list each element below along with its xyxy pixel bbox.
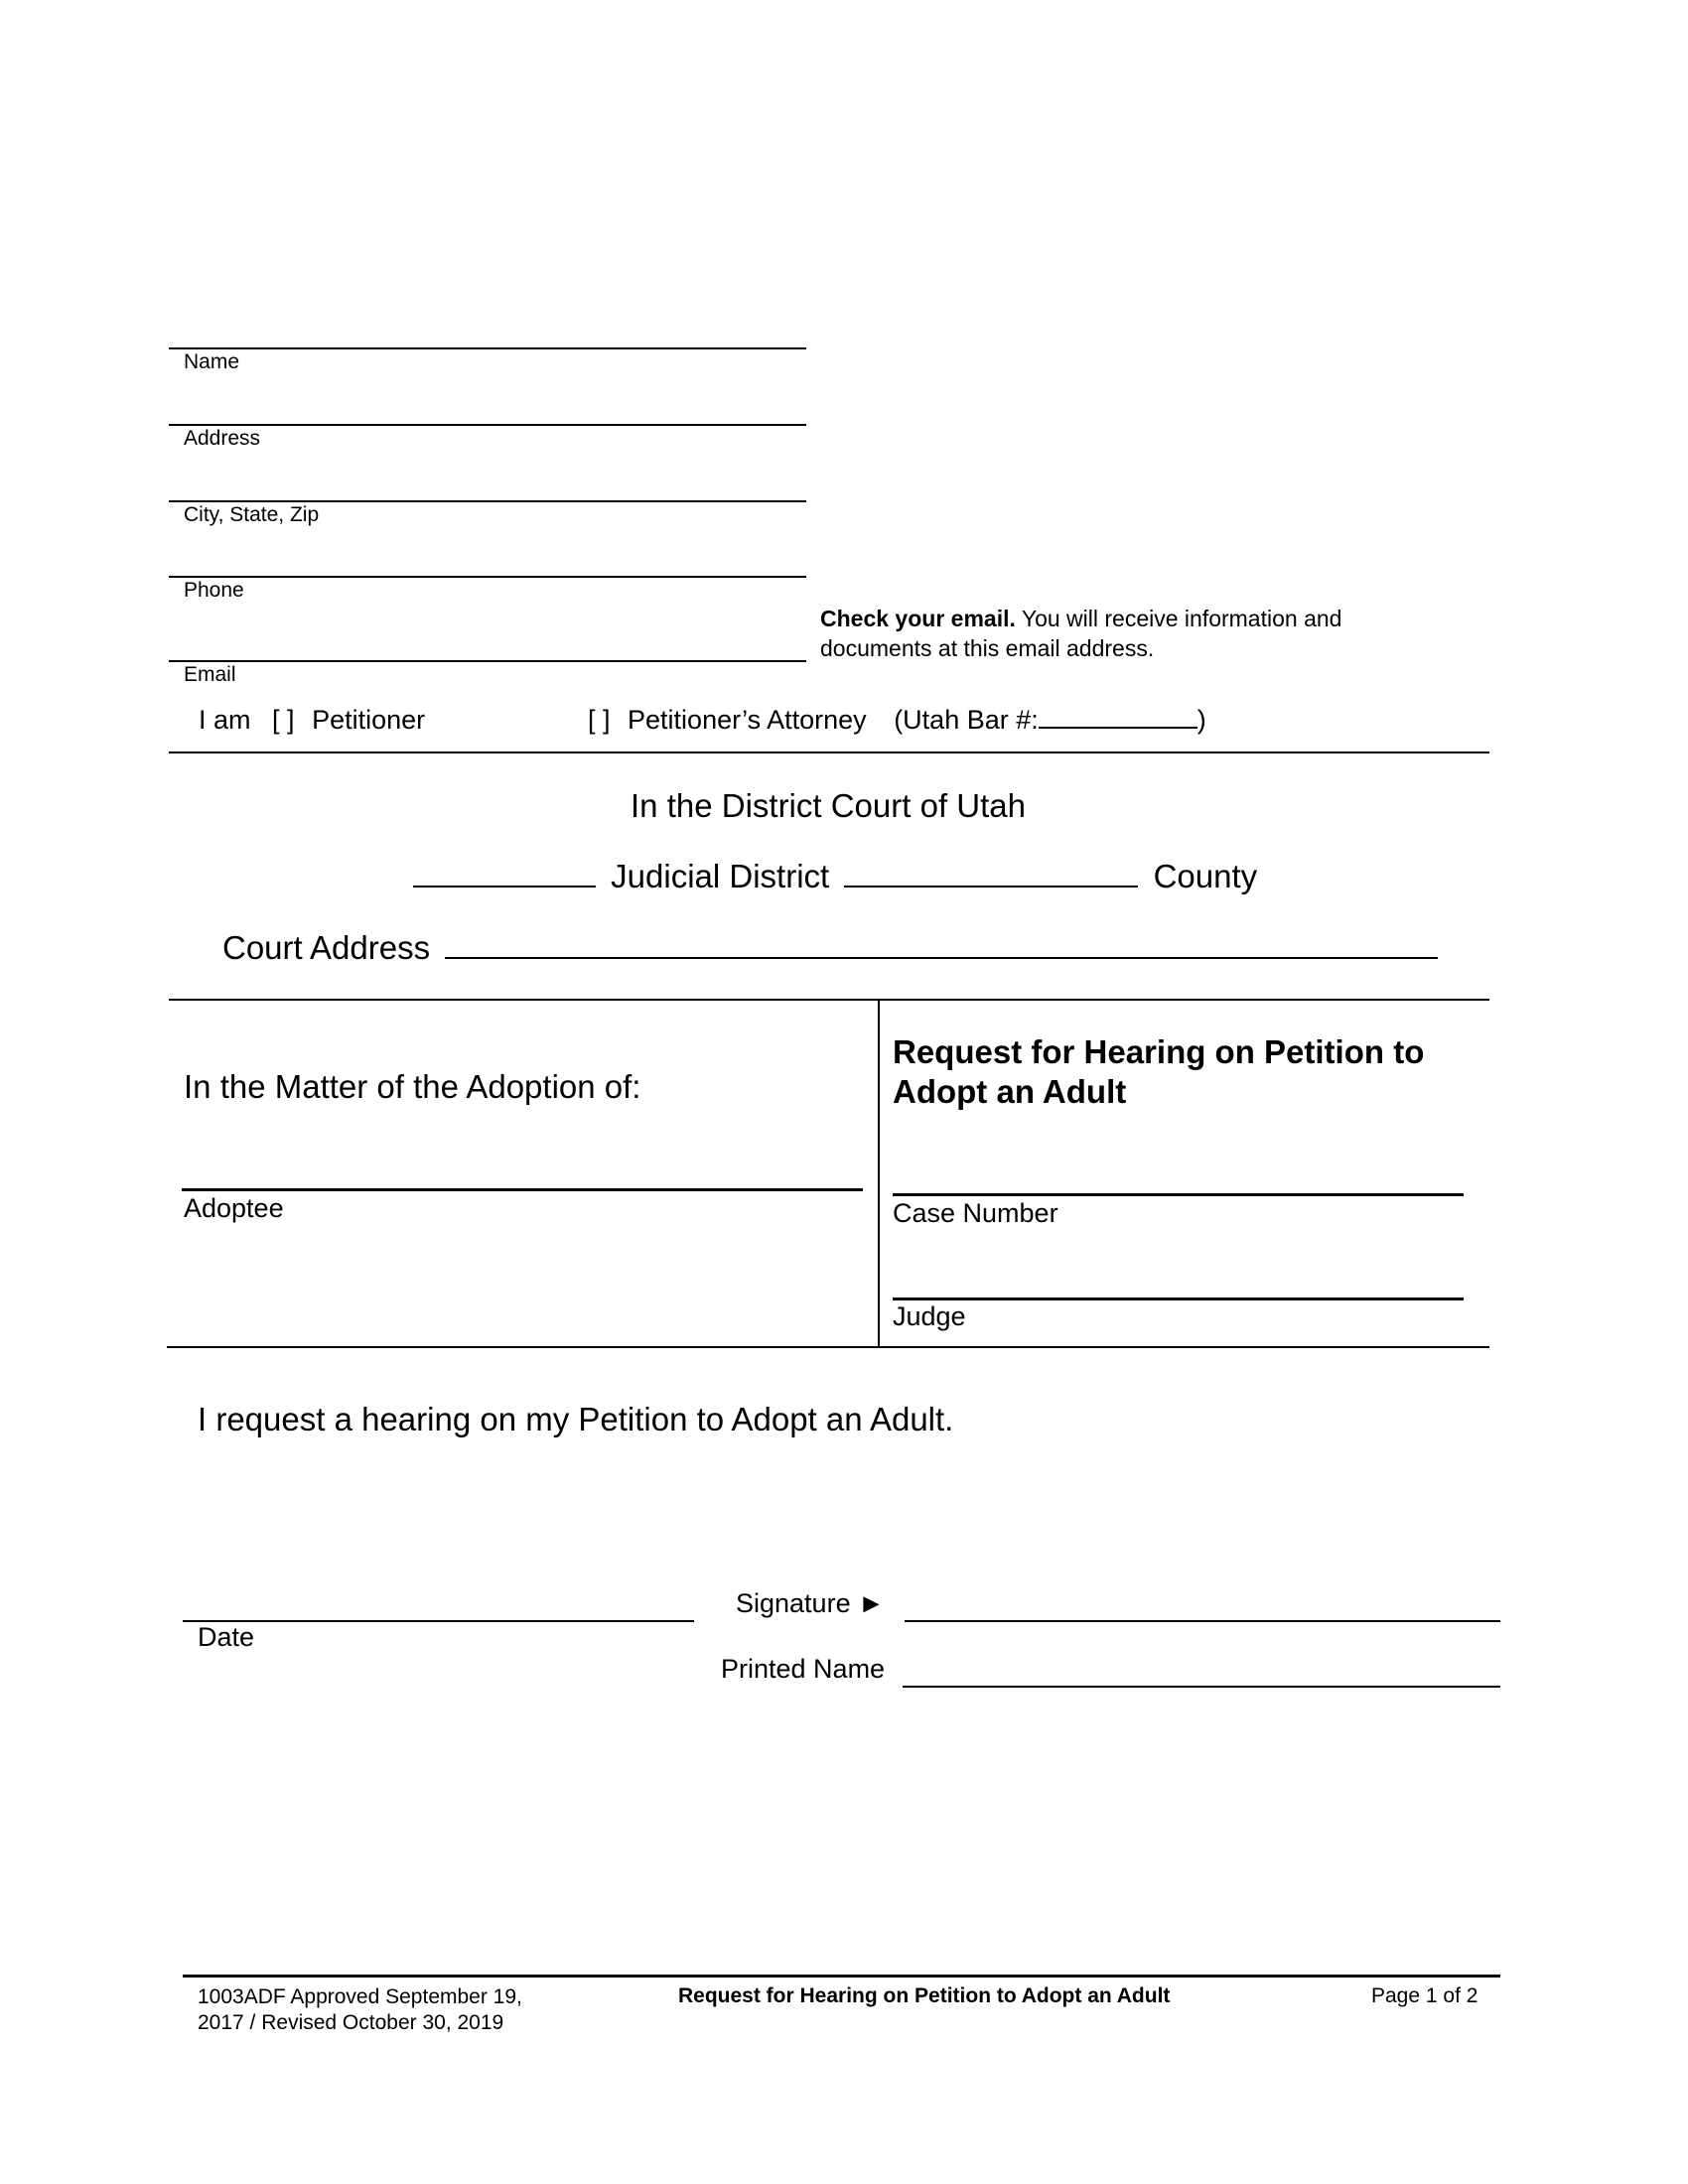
email-note-bold: Check your email.	[820, 606, 1016, 631]
email-line[interactable]	[169, 660, 806, 662]
request-statement: I request a hearing on my Petition to Adopt an Adult.	[198, 1401, 954, 1437]
email-label: Email	[184, 663, 236, 686]
city-state-zip-line[interactable]	[169, 500, 806, 502]
attorney-label: Petitioner’s Attorney	[628, 705, 867, 735]
form-title-line2: Adopt an Adult	[893, 1073, 1127, 1110]
county-field[interactable]	[844, 858, 1138, 887]
judge-label: Judge	[893, 1301, 966, 1331]
email-note	[820, 604, 1341, 663]
footer-title: Request for Hearing on Petition to Adopt an Adult	[678, 1984, 1171, 2007]
printed-name-label: Printed Name	[721, 1654, 886, 1684]
caption-divider	[878, 999, 880, 1348]
adoptee-line[interactable]	[182, 1188, 863, 1191]
printed-name-line[interactable]	[903, 1686, 1500, 1688]
district-row	[413, 858, 1257, 895]
name-line[interactable]	[169, 347, 806, 349]
judicial-district-label: Judicial District	[611, 858, 830, 894]
signature-label: Signature ►	[736, 1588, 885, 1618]
form-title	[893, 1032, 1424, 1112]
court-address-row	[222, 929, 1438, 967]
i-am-row	[199, 705, 425, 736]
form-title-line1: Request for Hearing on Petition to	[893, 1033, 1425, 1070]
date-label: Date	[198, 1622, 255, 1652]
attorney-checkbox[interactable]: [ ]	[588, 705, 611, 735]
email-note-line1: You will receive information and	[1015, 606, 1342, 631]
petitioner-checkbox[interactable]: [ ]	[272, 705, 295, 735]
i-am-label: I am	[199, 705, 251, 735]
judge-line[interactable]	[893, 1297, 1464, 1300]
phone-label: Phone	[184, 579, 244, 602]
date-line[interactable]	[183, 1620, 694, 1622]
header-divider	[169, 751, 1489, 753]
name-label: Name	[184, 350, 240, 373]
court-address-field[interactable]	[445, 929, 1438, 959]
matter-heading: In the Matter of the Adoption of:	[184, 1068, 641, 1105]
footer-form-line2: 2017 / Revised October 30, 2019	[198, 2011, 504, 2034]
caption-bottom-line	[167, 1346, 1489, 1348]
case-number-line[interactable]	[893, 1193, 1464, 1196]
case-number-label: Case Number	[893, 1198, 1058, 1228]
petitioner-label: Petitioner	[312, 705, 426, 735]
utah-bar-close: )	[1196, 705, 1206, 735]
court-address-label: Court Address	[222, 929, 431, 966]
adoptee-label: Adoptee	[184, 1193, 284, 1223]
address-line[interactable]	[169, 424, 806, 426]
utah-bar-number-field[interactable]	[1039, 705, 1197, 729]
footer-line	[183, 1975, 1500, 1978]
address-label: Address	[184, 427, 261, 450]
footer-form-info	[198, 1984, 522, 2036]
attorney-row	[588, 705, 1206, 736]
phone-line[interactable]	[169, 576, 806, 578]
signature-line[interactable]	[905, 1620, 1500, 1622]
city-state-zip-label: City, State, Zip	[184, 503, 320, 526]
footer-page-number: Page 1 of 2	[1371, 1984, 1478, 2007]
judicial-district-field[interactable]	[413, 858, 596, 887]
caption-top-line	[169, 999, 1489, 1001]
footer-form-line1: 1003ADF Approved September 19,	[198, 1985, 522, 2008]
county-label: County	[1153, 858, 1258, 894]
court-heading: In the District Court of Utah	[631, 787, 1026, 824]
utah-bar-label: (Utah Bar #:	[894, 705, 1039, 735]
email-note-line2: documents at this email address.	[820, 635, 1155, 661]
